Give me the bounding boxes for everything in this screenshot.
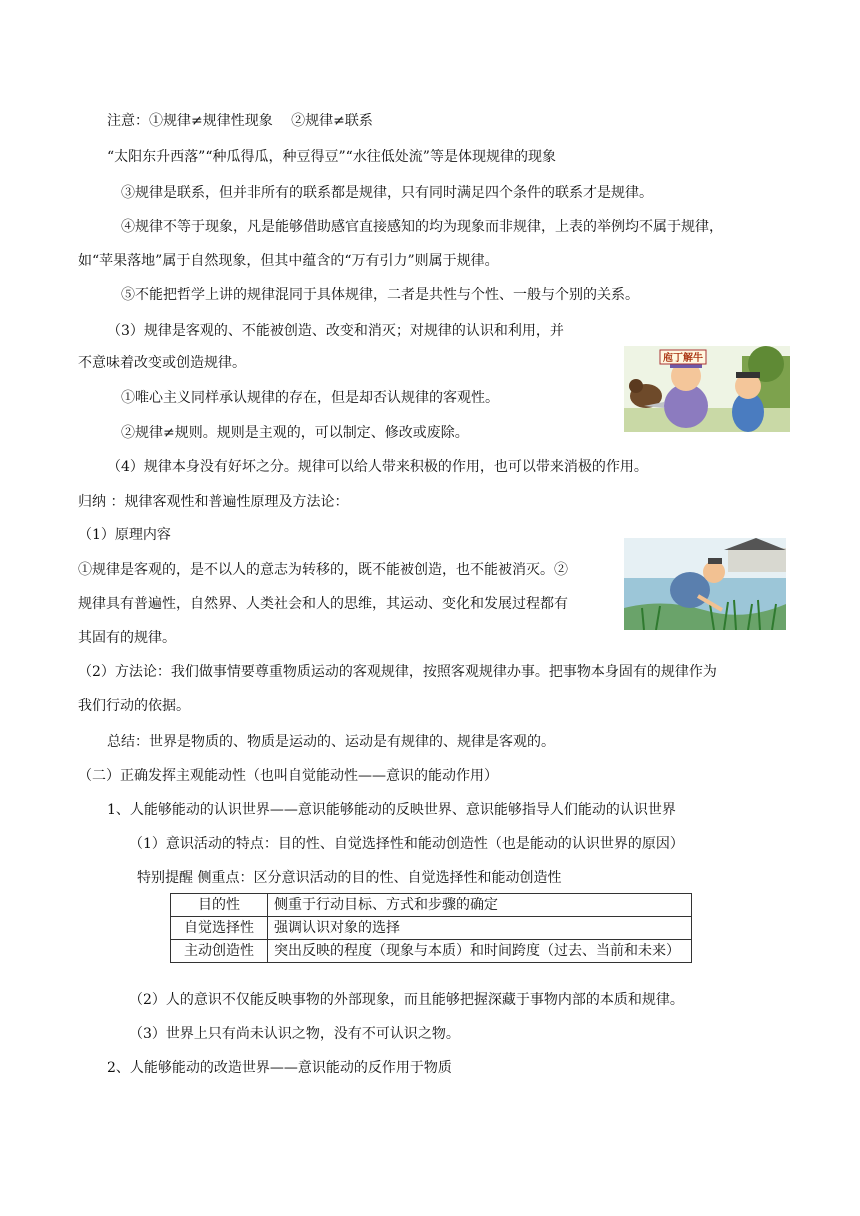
table-key: 目的性: [171, 894, 268, 917]
point1: 1、人能够能动的认识世界——意识能够能动的反映世界、意识能够指导人们能动的认识世界: [107, 802, 676, 818]
reminder-line: 特别提醒 侧重点：区分意识活动的目的性、自觉选择性和能动创造性: [137, 870, 562, 886]
note-line: 注意：①规律≠规律性现象 ②规律≠联系: [107, 113, 373, 129]
cartoon1-caption: 庖丁解牛: [663, 353, 703, 364]
cartoon-butcher-ox-image: [624, 346, 790, 432]
principle-line1: ①规律是客观的，是不以人的意志为转移的，既不能被创造，也不能被消灭。②: [78, 562, 568, 578]
point1-2: （2）人的意识不仅能反映事物的外部现象，而且能够把握深藏于事物内部的本质和规律。: [129, 992, 684, 1008]
note-4-line2: 如“苹果落地”属于自然现象，但其中蕴含的“万有引力”则属于规律。: [78, 253, 499, 269]
table-row: [171, 940, 692, 963]
method-line1: （2）方法论：我们做事情要尊重物质运动的客观规律，按照客观规律办事。把事物本身固有的规律作为: [78, 664, 717, 680]
note-3: ③规律是联系，但并非所有的联系都是规律，只有同时满足四个条件的联系才是规律。: [121, 185, 653, 201]
note-5: ⑤不能把哲学上讲的规律混同于具体规律，二者是共性与个性、一般与个别的关系。: [121, 287, 639, 303]
cartoon-farmer-image: [624, 538, 786, 630]
table-value: 突出反映的程度（现象与本质）和时间跨度（过去、当前和未来）: [268, 940, 692, 963]
point1-3: （3）世界上只有尚未认识之物，没有不可认识之物。: [129, 1026, 460, 1042]
method-line2: 我们行动的依据。: [78, 698, 190, 714]
summary-line: 总结：世界是物质的、物质是运动的、运动是有规律的、规律是客观的。: [107, 734, 555, 750]
section2-title: （二）正确发挥主观能动性（也叫自觉能动性——意识的能动作用）: [78, 768, 498, 784]
point1-1: （1）意识活动的特点：目的性、自觉选择性和能动创造性（也是能动的认识世界的原因）: [129, 836, 684, 852]
point2: 2、人能够能动的改造世界——意识能动的反作用于物质: [107, 1060, 452, 1076]
principle-line2: 规律具有普遍性，自然界、人类社会和人的思维，其运动、变化和发展过程都有: [78, 596, 568, 612]
principle-line3: 其固有的规律。: [78, 630, 176, 646]
note-4-line1: ④规律不等于现象，凡是能够借助感官直接感知的均为现象而非规律，上表的举例均不属于规律，: [121, 219, 723, 235]
consciousness-feature-table: [170, 893, 692, 963]
section-3-line2: 不意味着改变或创造规律。: [78, 355, 246, 371]
table-key: 主动创造性: [171, 940, 268, 963]
table-key: 自觉选择性: [171, 917, 268, 940]
table-row: [171, 894, 692, 917]
section-3-line1: （3）规律是客观的、不能被创造、改变和消灭；对规律的认识和利用，并: [107, 323, 564, 339]
table-row: [171, 917, 692, 940]
induction-title: 归纳 ：规律客观性和普遍性原理及方法论：: [78, 494, 349, 510]
phenomena-line: “太阳东升西落”“种瓜得瓜，种豆得豆”“水往低处流”等是体现规律的现象: [107, 149, 556, 165]
table-value: 强调认识对象的选择: [268, 917, 692, 940]
section-3-point1: ①唯心主义同样承认规律的存在，但是却否认规律的客观性。: [121, 390, 499, 406]
section-4: （4）规律本身没有好坏之分。规律可以给人带来积极的作用，也可以带来消极的作用。: [107, 459, 648, 475]
table-value: 侧重于行动目标、方式和步骤的确定: [268, 894, 692, 917]
principle-heading: （1）原理内容: [78, 527, 171, 543]
section-3-point2: ②规律≠规则。规则是主观的，可以制定、修改或废除。: [121, 425, 469, 441]
